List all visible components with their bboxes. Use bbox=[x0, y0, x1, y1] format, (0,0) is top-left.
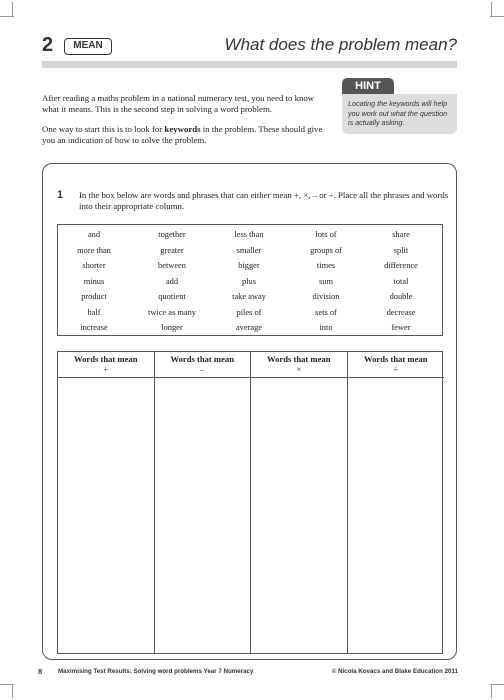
column-title: Words that mean bbox=[363, 354, 428, 364]
word-item[interactable]: together bbox=[158, 230, 186, 239]
sorting-table bbox=[57, 351, 443, 654]
word-row bbox=[58, 320, 442, 336]
word-row bbox=[58, 274, 442, 290]
column-title: Words that mean bbox=[170, 354, 234, 364]
intro-paragraph: After reading a maths problem in a national numeracy test, you need to know what it means. This is the second step in solving a word problem. bbox=[42, 93, 315, 114]
section-tag: MEAN bbox=[64, 38, 112, 55]
word-item[interactable]: more than bbox=[77, 245, 111, 255]
footer-copyright: © Nicola Kovacs and Blake Education 2011 bbox=[331, 668, 458, 675]
word-row bbox=[58, 258, 442, 274]
footer-source: Maximising Test Results: Solving word problems Year 7 Numeracy bbox=[58, 668, 254, 675]
column-symbol: × bbox=[296, 364, 302, 374]
intro-paragraph bbox=[42, 124, 327, 146]
crop-mark bbox=[0, 16, 14, 17]
crop-mark bbox=[490, 16, 504, 17]
word-item[interactable]: decrease bbox=[386, 307, 416, 317]
intro-text-segment: in the problem. These should give you an indication of how to solve the problem. bbox=[42, 124, 323, 145]
word-item[interactable]: longer bbox=[161, 323, 183, 332]
word-item[interactable]: sets of bbox=[315, 307, 337, 317]
word-item[interactable]: average bbox=[235, 323, 263, 332]
word-item[interactable]: twice as many bbox=[148, 307, 196, 317]
word-item[interactable]: less than bbox=[234, 230, 264, 239]
word-item[interactable]: and bbox=[87, 230, 101, 239]
column-title: Words that mean bbox=[73, 354, 138, 364]
word-item[interactable]: into bbox=[319, 323, 333, 332]
keyword-emphasis: keywords bbox=[164, 124, 201, 134]
crop-mark bbox=[12, 684, 13, 698]
crop-mark bbox=[0, 684, 14, 685]
column-plus[interactable] bbox=[58, 352, 155, 653]
column-symbol: ÷ bbox=[393, 364, 399, 374]
word-item[interactable]: add bbox=[165, 276, 179, 286]
word-item[interactable]: piles of bbox=[236, 307, 262, 317]
column-header bbox=[155, 352, 251, 378]
column-header bbox=[348, 352, 445, 378]
word-item[interactable]: sum bbox=[319, 276, 333, 286]
word-row bbox=[58, 289, 442, 305]
word-item[interactable]: take away bbox=[232, 292, 266, 301]
word-item[interactable]: difference bbox=[384, 261, 418, 270]
word-item[interactable]: total bbox=[393, 276, 409, 286]
page-header bbox=[42, 34, 457, 60]
word-item[interactable]: plus bbox=[242, 276, 256, 286]
word-item[interactable]: minus bbox=[83, 276, 105, 286]
word-item[interactable]: product bbox=[81, 292, 107, 301]
word-item[interactable]: shorter bbox=[82, 261, 106, 270]
column-minus[interactable] bbox=[155, 352, 252, 653]
question-text: In the box below are words and phrases that can either mean +, ×, – or ÷. Place all the phrases and words into their appropriate column. bbox=[79, 190, 449, 211]
title-rule bbox=[42, 61, 457, 68]
word-item[interactable]: division bbox=[312, 292, 340, 301]
section-number: 2 bbox=[42, 34, 54, 56]
word-item[interactable]: double bbox=[389, 292, 413, 301]
page-footer bbox=[38, 667, 458, 679]
word-item[interactable]: half bbox=[87, 307, 101, 317]
word-item[interactable]: quotient bbox=[158, 292, 186, 301]
word-item[interactable]: lots of bbox=[315, 230, 337, 239]
word-item[interactable]: fewer bbox=[391, 323, 411, 332]
word-item[interactable]: split bbox=[393, 245, 409, 255]
hint-label: HINT bbox=[342, 78, 394, 94]
word-item[interactable]: share bbox=[392, 230, 410, 239]
column-divide[interactable] bbox=[348, 352, 445, 653]
hint-box: Locating the keywords will help you work out what the question is actually asking. bbox=[342, 94, 457, 134]
column-header bbox=[251, 352, 347, 378]
intro-text-segment: One way to start this is to look for bbox=[42, 124, 165, 134]
word-row bbox=[58, 243, 442, 259]
word-item[interactable]: greater bbox=[160, 245, 184, 255]
word-item[interactable]: increase bbox=[80, 323, 108, 332]
column-title: Words that mean bbox=[266, 354, 331, 364]
word-item[interactable]: times bbox=[316, 261, 336, 270]
question-number: 1 bbox=[57, 189, 64, 201]
word-item[interactable]: bigger bbox=[238, 261, 260, 270]
word-item[interactable]: between bbox=[158, 261, 186, 270]
word-row bbox=[58, 227, 442, 243]
word-bank bbox=[57, 224, 443, 336]
intro-text bbox=[42, 93, 327, 155]
footer-page-number: 8 bbox=[38, 667, 43, 676]
crop-mark bbox=[491, 684, 492, 698]
column-symbol: + bbox=[103, 364, 109, 374]
crop-mark bbox=[12, 2, 13, 16]
word-row bbox=[58, 305, 442, 321]
word-item[interactable]: groups of bbox=[310, 245, 342, 255]
column-times[interactable] bbox=[251, 352, 348, 653]
page-title: What does the problem mean? bbox=[224, 35, 457, 54]
crop-mark bbox=[490, 684, 504, 685]
column-header bbox=[58, 352, 154, 378]
word-item[interactable]: smaller bbox=[236, 245, 262, 255]
crop-mark bbox=[491, 2, 492, 16]
column-symbol: – bbox=[200, 364, 205, 374]
